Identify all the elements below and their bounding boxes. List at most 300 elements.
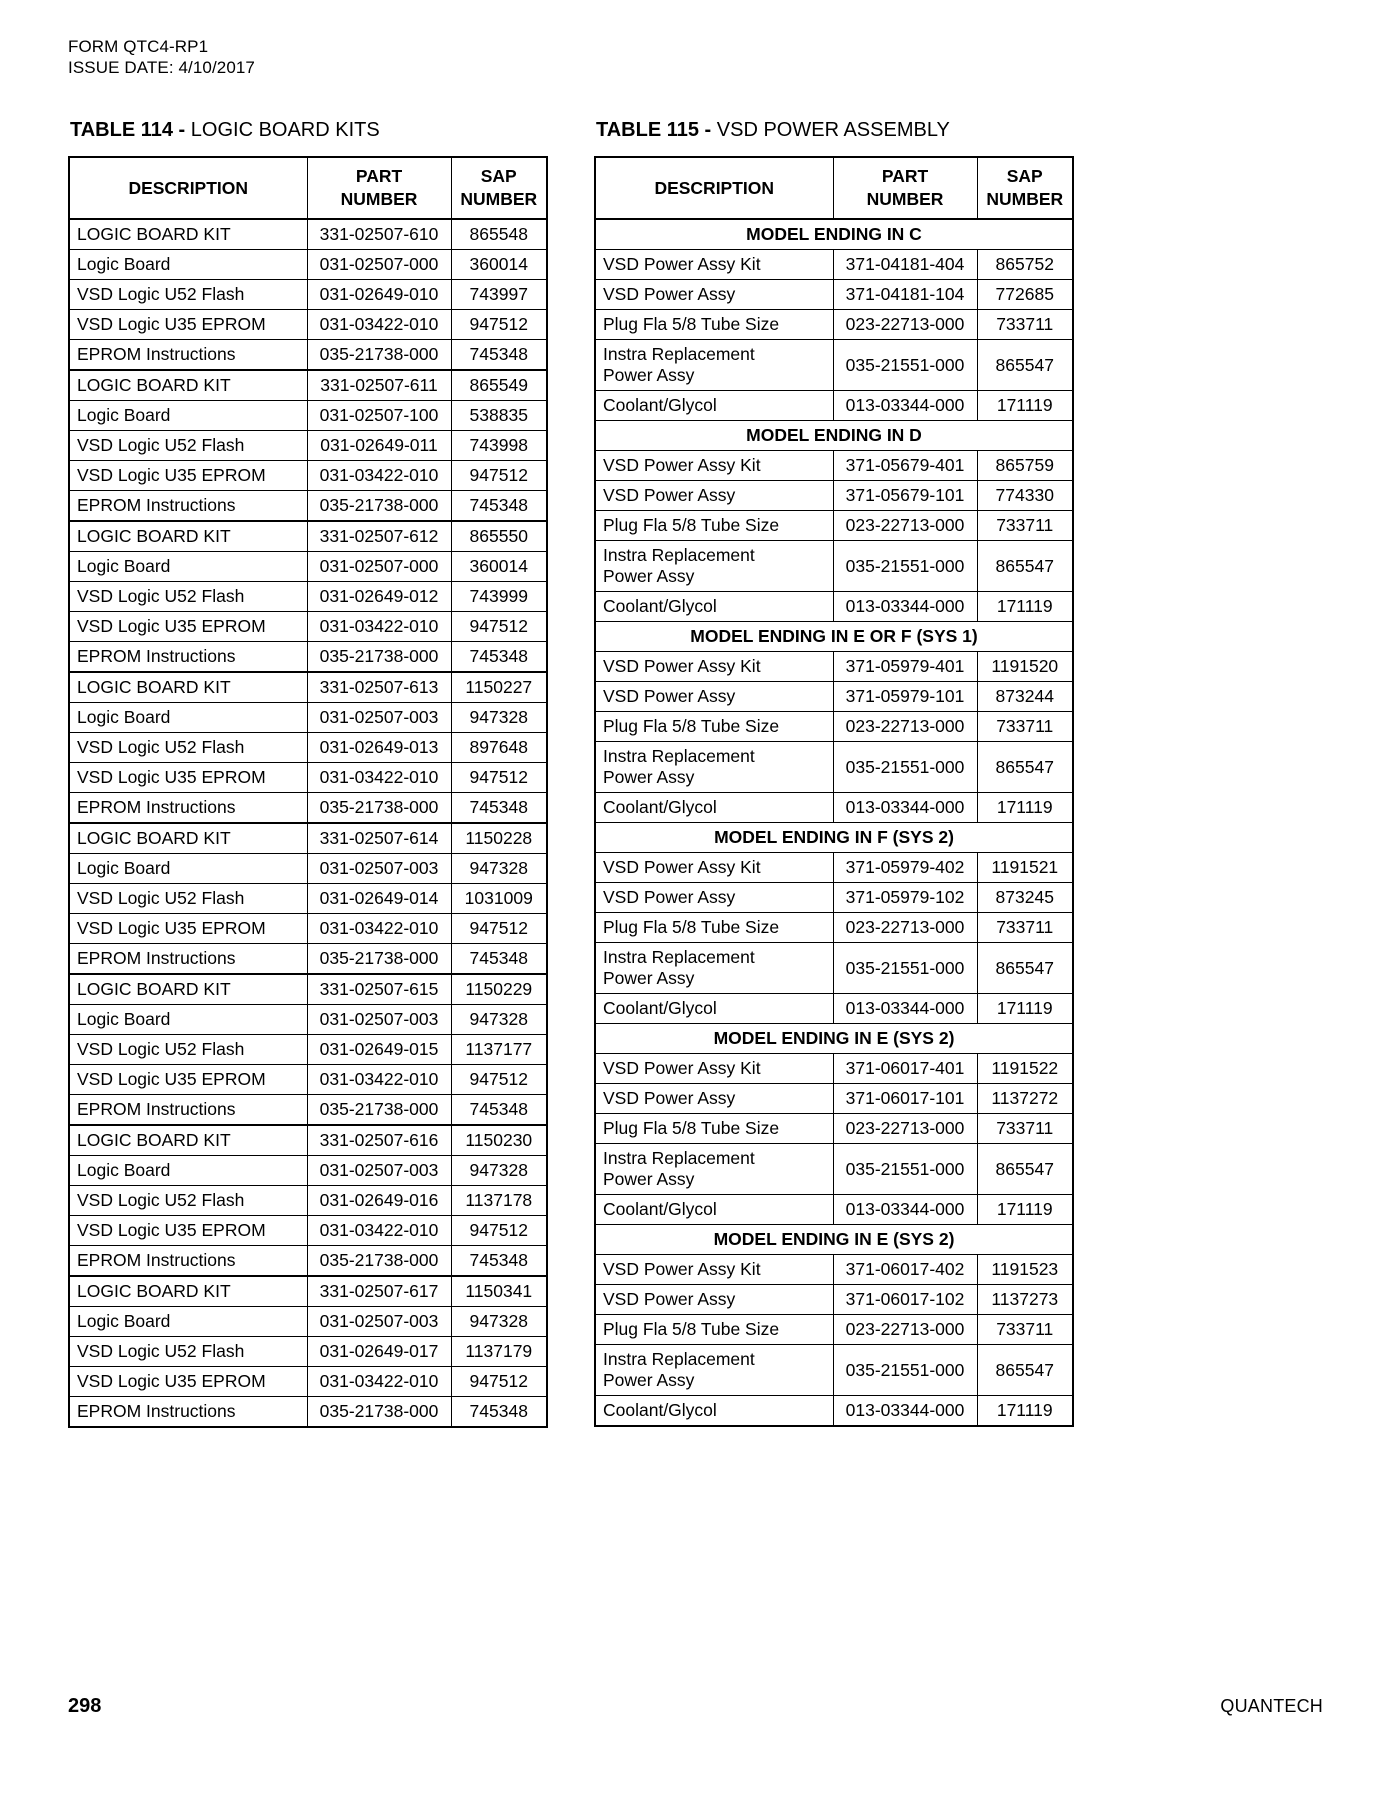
cell-sap-number: 745348: [451, 793, 547, 824]
cell-sap-number: 865752: [977, 250, 1073, 280]
cell-description: Logic Board: [69, 401, 307, 431]
cell-sap-number: 865548: [451, 219, 547, 250]
cell-sap-number: 745348: [451, 1397, 547, 1428]
table-row: [69, 1035, 547, 1065]
cell-sap-number: 865547: [977, 1345, 1073, 1396]
cell-description: Logic Board: [69, 703, 307, 733]
cell-sap-number: 772685: [977, 280, 1073, 310]
cell-part-number: 035-21551-000: [833, 742, 977, 793]
table-114-body: [69, 219, 547, 1427]
cell-part-number: 371-06017-401: [833, 1054, 977, 1084]
cell-sap-number: 733711: [977, 1114, 1073, 1144]
cell-sap-number: 360014: [451, 552, 547, 582]
table-row: [69, 1005, 547, 1035]
table-row: [595, 682, 1073, 712]
cell-description: Coolant/Glycol: [595, 1195, 833, 1225]
cell-sap-number: 865759: [977, 451, 1073, 481]
table-row: [69, 884, 547, 914]
table-row: [595, 250, 1073, 280]
cell-description: LOGIC BOARD KIT: [69, 521, 307, 552]
cell-part-number: 331-02507-615: [307, 974, 451, 1005]
table-row: [69, 944, 547, 975]
cell-sap-number: 733711: [977, 511, 1073, 541]
table-row: [595, 943, 1073, 994]
cell-sap-number: 171119: [977, 592, 1073, 622]
section-title: MODEL ENDING IN C: [595, 219, 1073, 250]
col-header-description: DESCRIPTION: [69, 157, 307, 219]
table-row: [69, 793, 547, 824]
cell-sap-number: 171119: [977, 391, 1073, 421]
cell-description: EPROM Instructions: [69, 1095, 307, 1126]
cell-sap-number: 733711: [977, 712, 1073, 742]
table-114-caption: [70, 118, 546, 142]
table-row: [69, 431, 547, 461]
cell-part-number: 035-21738-000: [307, 642, 451, 673]
table-114-logic-board-kits: [68, 156, 548, 1428]
cell-sap-number: 1137179: [451, 1337, 547, 1367]
table-row: [69, 370, 547, 401]
col-header-sap-number: [977, 157, 1073, 219]
table-row: [69, 1337, 547, 1367]
cell-part-number: 035-21551-000: [833, 1345, 977, 1396]
cell-description: Logic Board: [69, 1156, 307, 1186]
right-column: [594, 118, 1072, 1427]
table-row: [69, 1397, 547, 1428]
cell-description: VSD Logic U52 Flash: [69, 884, 307, 914]
table-row: [595, 1396, 1073, 1427]
cell-sap-number: 947328: [451, 1307, 547, 1337]
table-row: [69, 1065, 547, 1095]
cell-description: Instra Replacement Power Assy: [595, 340, 833, 391]
cell-description: LOGIC BOARD KIT: [69, 370, 307, 401]
issue-date: ISSUE DATE: 4/10/2017: [68, 58, 255, 77]
cell-description: Plug Fla 5/8 Tube Size: [595, 310, 833, 340]
cell-description: VSD Power Assy: [595, 1084, 833, 1114]
cell-sap-number: 947512: [451, 914, 547, 944]
table-row: [69, 1276, 547, 1307]
cell-description: Instra Replacement Power Assy: [595, 1345, 833, 1396]
table-row: [595, 994, 1073, 1024]
cell-part-number: 031-03422-010: [307, 310, 451, 340]
cell-sap-number: 1150229: [451, 974, 547, 1005]
cell-sap-number: 745348: [451, 1095, 547, 1126]
cell-part-number: 371-05979-102: [833, 883, 977, 913]
cell-description: VSD Logic U52 Flash: [69, 1337, 307, 1367]
cell-description: VSD Logic U35 EPROM: [69, 914, 307, 944]
section-title: MODEL ENDING IN D: [595, 421, 1073, 451]
table-row: [69, 1367, 547, 1397]
cell-part-number: 031-02507-003: [307, 1307, 451, 1337]
cell-part-number: 031-02507-003: [307, 703, 451, 733]
cell-part-number: 031-02649-010: [307, 280, 451, 310]
cell-part-number: 331-02507-610: [307, 219, 451, 250]
cell-description: EPROM Instructions: [69, 793, 307, 824]
table-row: [69, 401, 547, 431]
cell-sap-number: 865547: [977, 340, 1073, 391]
cell-sap-number: 1137178: [451, 1186, 547, 1216]
cell-part-number: 031-03422-010: [307, 1065, 451, 1095]
table-row: [595, 1315, 1073, 1345]
cell-part-number: 035-21738-000: [307, 793, 451, 824]
table-row: [595, 511, 1073, 541]
cell-sap-number: 1191520: [977, 652, 1073, 682]
table-row: [69, 914, 547, 944]
table-row: [595, 1255, 1073, 1285]
cell-description: Logic Board: [69, 854, 307, 884]
cell-part-number: 013-03344-000: [833, 1396, 977, 1427]
cell-sap-number: 865547: [977, 541, 1073, 592]
section-title: MODEL ENDING IN E OR F (SYS 1): [595, 622, 1073, 652]
cell-part-number: 031-03422-010: [307, 1367, 451, 1397]
cell-sap-number: 947512: [451, 310, 547, 340]
table-114-header-row: [69, 157, 547, 219]
section-header-row: [595, 823, 1073, 853]
cell-sap-number: 947512: [451, 1216, 547, 1246]
col-header-sap-line2: NUMBER: [460, 189, 538, 209]
cell-sap-number: 743998: [451, 431, 547, 461]
cell-description: VSD Power Assy: [595, 280, 833, 310]
cell-part-number: 371-05679-401: [833, 451, 977, 481]
cell-part-number: 023-22713-000: [833, 712, 977, 742]
table-row: [595, 853, 1073, 883]
cell-part-number: 371-06017-101: [833, 1084, 977, 1114]
table-row: [69, 461, 547, 491]
cell-part-number: 031-02507-003: [307, 1005, 451, 1035]
cell-description: VSD Logic U52 Flash: [69, 431, 307, 461]
cell-sap-number: 538835: [451, 401, 547, 431]
table-row: [69, 1246, 547, 1277]
cell-sap-number: 1150228: [451, 823, 547, 854]
cell-sap-number: 1137177: [451, 1035, 547, 1065]
cell-part-number: 031-03422-010: [307, 461, 451, 491]
cell-description: EPROM Instructions: [69, 491, 307, 522]
cell-sap-number: 745348: [451, 642, 547, 673]
cell-description: VSD Logic U52 Flash: [69, 280, 307, 310]
table-row: [595, 1195, 1073, 1225]
cell-description: VSD Logic U35 EPROM: [69, 1065, 307, 1095]
cell-sap-number: 745348: [451, 944, 547, 975]
col-header-sap-line2: NUMBER: [986, 189, 1064, 209]
cell-sap-number: 947328: [451, 703, 547, 733]
cell-description: Logic Board: [69, 250, 307, 280]
cell-part-number: 013-03344-000: [833, 793, 977, 823]
cell-sap-number: 171119: [977, 1195, 1073, 1225]
cell-sap-number: 733711: [977, 1315, 1073, 1345]
cell-description: VSD Logic U35 EPROM: [69, 310, 307, 340]
cell-part-number: 023-22713-000: [833, 913, 977, 943]
cell-part-number: 013-03344-000: [833, 391, 977, 421]
table-row: [595, 310, 1073, 340]
col-header-part-number: [307, 157, 451, 219]
cell-sap-number: 1150230: [451, 1125, 547, 1156]
table-row: [69, 1186, 547, 1216]
table-row: [69, 1125, 547, 1156]
cell-part-number: 023-22713-000: [833, 310, 977, 340]
table-row: [595, 1345, 1073, 1396]
cell-description: VSD Power Assy: [595, 682, 833, 712]
cell-part-number: 031-02507-100: [307, 401, 451, 431]
cell-part-number: 035-21551-000: [833, 943, 977, 994]
cell-description: VSD Logic U52 Flash: [69, 1186, 307, 1216]
cell-sap-number: 1137273: [977, 1285, 1073, 1315]
cell-sap-number: 171119: [977, 793, 1073, 823]
cell-description: LOGIC BOARD KIT: [69, 974, 307, 1005]
table-row: [69, 280, 547, 310]
cell-sap-number: 865549: [451, 370, 547, 401]
cell-sap-number: 1150227: [451, 672, 547, 703]
cell-part-number: 331-02507-614: [307, 823, 451, 854]
col-header-description: DESCRIPTION: [595, 157, 833, 219]
left-column: [68, 118, 546, 1428]
table-row: [595, 1144, 1073, 1195]
cell-description: VSD Power Assy Kit: [595, 250, 833, 280]
cell-part-number: 035-21738-000: [307, 1397, 451, 1428]
cell-sap-number: 947512: [451, 461, 547, 491]
table-115-caption: [596, 118, 1072, 142]
cell-part-number: 371-05979-402: [833, 853, 977, 883]
table-row: [595, 391, 1073, 421]
cell-part-number: 023-22713-000: [833, 511, 977, 541]
col-header-part-line2: NUMBER: [340, 189, 418, 209]
cell-description: Plug Fla 5/8 Tube Size: [595, 511, 833, 541]
cell-part-number: 031-03422-010: [307, 914, 451, 944]
col-header-sap-number: [451, 157, 547, 219]
cell-part-number: 031-03422-010: [307, 763, 451, 793]
cell-part-number: 023-22713-000: [833, 1315, 977, 1345]
document-header: [68, 36, 1323, 78]
table-row: [595, 793, 1073, 823]
cell-sap-number: 947328: [451, 1156, 547, 1186]
table-115-label: TABLE 115 -: [596, 119, 712, 141]
cell-sap-number: 774330: [977, 481, 1073, 511]
cell-sap-number: 873245: [977, 883, 1073, 913]
cell-sap-number: 171119: [977, 994, 1073, 1024]
cell-description: Plug Fla 5/8 Tube Size: [595, 1114, 833, 1144]
table-row: [595, 712, 1073, 742]
table-row: [595, 541, 1073, 592]
table-row: [69, 219, 547, 250]
cell-sap-number: 873244: [977, 682, 1073, 712]
cell-part-number: 031-02507-003: [307, 854, 451, 884]
cell-part-number: 035-21738-000: [307, 944, 451, 975]
cell-part-number: 331-02507-617: [307, 1276, 451, 1307]
cell-description: Instra Replacement Power Assy: [595, 943, 833, 994]
cell-description: Instra Replacement Power Assy: [595, 742, 833, 793]
cell-description: VSD Logic U35 EPROM: [69, 763, 307, 793]
cell-description: Plug Fla 5/8 Tube Size: [595, 913, 833, 943]
table-row: [69, 250, 547, 280]
table-115-vsd-power-assembly: [594, 156, 1074, 1427]
cell-part-number: 031-03422-010: [307, 612, 451, 642]
table-row: [69, 552, 547, 582]
cell-part-number: 331-02507-611: [307, 370, 451, 401]
table-row: [69, 1095, 547, 1126]
table-row: [69, 612, 547, 642]
cell-part-number: 031-02649-013: [307, 733, 451, 763]
cell-sap-number: 1031009: [451, 884, 547, 914]
table-row: [69, 582, 547, 612]
table-row: [595, 451, 1073, 481]
table-row: [69, 733, 547, 763]
cell-description: VSD Logic U52 Flash: [69, 582, 307, 612]
cell-part-number: 031-02649-015: [307, 1035, 451, 1065]
cell-sap-number: 743997: [451, 280, 547, 310]
brand-name: QUANTECH: [1220, 1696, 1323, 1716]
cell-description: LOGIC BOARD KIT: [69, 219, 307, 250]
cell-description: EPROM Instructions: [69, 1397, 307, 1428]
table-columns: [68, 118, 1323, 1428]
col-header-part-line1: PART: [355, 166, 403, 186]
cell-part-number: 371-06017-102: [833, 1285, 977, 1315]
cell-part-number: 371-04181-404: [833, 250, 977, 280]
table-row: [595, 1054, 1073, 1084]
cell-sap-number: 947328: [451, 1005, 547, 1035]
cell-description: EPROM Instructions: [69, 340, 307, 371]
table-row: [595, 592, 1073, 622]
cell-sap-number: 1191523: [977, 1255, 1073, 1285]
table-row: [69, 491, 547, 522]
form-number: FORM QTC4-RP1: [68, 37, 209, 56]
table-row: [595, 883, 1073, 913]
section-header-row: [595, 1024, 1073, 1054]
cell-description: VSD Power Assy Kit: [595, 1054, 833, 1084]
cell-sap-number: 1191521: [977, 853, 1073, 883]
cell-description: LOGIC BOARD KIT: [69, 1276, 307, 1307]
col-header-part-line1: PART: [881, 166, 929, 186]
section-title: MODEL ENDING IN E (SYS 2): [595, 1024, 1073, 1054]
cell-part-number: 031-02507-000: [307, 250, 451, 280]
cell-part-number: 035-21738-000: [307, 1246, 451, 1277]
cell-description: VSD Power Assy: [595, 883, 833, 913]
table-row: [595, 1285, 1073, 1315]
cell-part-number: 371-06017-402: [833, 1255, 977, 1285]
page-number: 298: [68, 1695, 102, 1717]
cell-sap-number: 1137272: [977, 1084, 1073, 1114]
table-row: [595, 1114, 1073, 1144]
cell-part-number: 371-04181-104: [833, 280, 977, 310]
cell-sap-number: 745348: [451, 340, 547, 371]
cell-sap-number: 745348: [451, 491, 547, 522]
table-114-title: LOGIC BOARD KITS: [185, 119, 380, 141]
table-114-label: TABLE 114 -: [70, 119, 186, 141]
cell-part-number: 331-02507-612: [307, 521, 451, 552]
cell-description: VSD Logic U52 Flash: [69, 1035, 307, 1065]
cell-description: LOGIC BOARD KIT: [69, 672, 307, 703]
cell-part-number: 031-02649-012: [307, 582, 451, 612]
cell-description: EPROM Instructions: [69, 642, 307, 673]
cell-part-number: 035-21551-000: [833, 340, 977, 391]
cell-description: Coolant/Glycol: [595, 391, 833, 421]
section-header-row: [595, 219, 1073, 250]
table-row: [69, 340, 547, 371]
table-row: [595, 1084, 1073, 1114]
cell-part-number: 023-22713-000: [833, 1114, 977, 1144]
table-115-body: [595, 219, 1073, 1426]
cell-part-number: 035-21738-000: [307, 340, 451, 371]
cell-sap-number: 360014: [451, 250, 547, 280]
cell-description: VSD Logic U35 EPROM: [69, 461, 307, 491]
cell-sap-number: 865547: [977, 943, 1073, 994]
cell-sap-number: 897648: [451, 733, 547, 763]
cell-part-number: 331-02507-613: [307, 672, 451, 703]
table-row: [69, 823, 547, 854]
cell-part-number: 031-03422-010: [307, 1216, 451, 1246]
table-115-head: [595, 157, 1073, 219]
table-row: [69, 763, 547, 793]
cell-description: Plug Fla 5/8 Tube Size: [595, 1315, 833, 1345]
cell-description: LOGIC BOARD KIT: [69, 1125, 307, 1156]
cell-sap-number: 947512: [451, 1065, 547, 1095]
table-row: [595, 280, 1073, 310]
cell-description: Coolant/Glycol: [595, 994, 833, 1024]
col-header-part-number: [833, 157, 977, 219]
table-row: [69, 1156, 547, 1186]
cell-part-number: 035-21738-000: [307, 491, 451, 522]
table-114-head: [69, 157, 547, 219]
cell-part-number: 371-05979-101: [833, 682, 977, 712]
table-row: [69, 672, 547, 703]
table-row: [69, 974, 547, 1005]
cell-description: LOGIC BOARD KIT: [69, 823, 307, 854]
col-header-sap-line1: SAP: [1006, 166, 1043, 186]
cell-sap-number: 171119: [977, 1396, 1073, 1427]
table-row: [69, 521, 547, 552]
cell-part-number: 371-05679-101: [833, 481, 977, 511]
cell-sap-number: 745348: [451, 1246, 547, 1277]
cell-description: Coolant/Glycol: [595, 592, 833, 622]
section-header-row: [595, 1225, 1073, 1255]
cell-sap-number: 865547: [977, 742, 1073, 793]
cell-part-number: 035-21551-000: [833, 541, 977, 592]
cell-description: VSD Power Assy Kit: [595, 652, 833, 682]
cell-part-number: 031-02649-014: [307, 884, 451, 914]
cell-part-number: 013-03344-000: [833, 1195, 977, 1225]
cell-description: Logic Board: [69, 1307, 307, 1337]
cell-sap-number: 865547: [977, 1144, 1073, 1195]
cell-description: Coolant/Glycol: [595, 793, 833, 823]
cell-description: EPROM Instructions: [69, 944, 307, 975]
cell-description: VSD Logic U35 EPROM: [69, 1367, 307, 1397]
table-row: [69, 703, 547, 733]
cell-sap-number: 733711: [977, 913, 1073, 943]
cell-description: Plug Fla 5/8 Tube Size: [595, 712, 833, 742]
section-title: MODEL ENDING IN E (SYS 2): [595, 1225, 1073, 1255]
cell-sap-number: 1150341: [451, 1276, 547, 1307]
section-header-row: [595, 421, 1073, 451]
table-row: [595, 652, 1073, 682]
cell-sap-number: 947512: [451, 612, 547, 642]
cell-description: Instra Replacement Power Assy: [595, 1144, 833, 1195]
cell-part-number: 031-02507-003: [307, 1156, 451, 1186]
cell-part-number: 331-02507-616: [307, 1125, 451, 1156]
cell-part-number: 031-02649-017: [307, 1337, 451, 1367]
section-title: MODEL ENDING IN F (SYS 2): [595, 823, 1073, 853]
cell-sap-number: 865550: [451, 521, 547, 552]
table-row: [595, 742, 1073, 793]
cell-part-number: 013-03344-000: [833, 994, 977, 1024]
table-row: [595, 913, 1073, 943]
cell-description: Coolant/Glycol: [595, 1396, 833, 1427]
cell-sap-number: 947512: [451, 1367, 547, 1397]
cell-description: Logic Board: [69, 552, 307, 582]
cell-part-number: 035-21551-000: [833, 1144, 977, 1195]
cell-sap-number: 947512: [451, 763, 547, 793]
table-115-header-row: [595, 157, 1073, 219]
cell-sap-number: 743999: [451, 582, 547, 612]
cell-part-number: 371-05979-401: [833, 652, 977, 682]
table-row: [595, 481, 1073, 511]
cell-description: VSD Power Assy Kit: [595, 451, 833, 481]
